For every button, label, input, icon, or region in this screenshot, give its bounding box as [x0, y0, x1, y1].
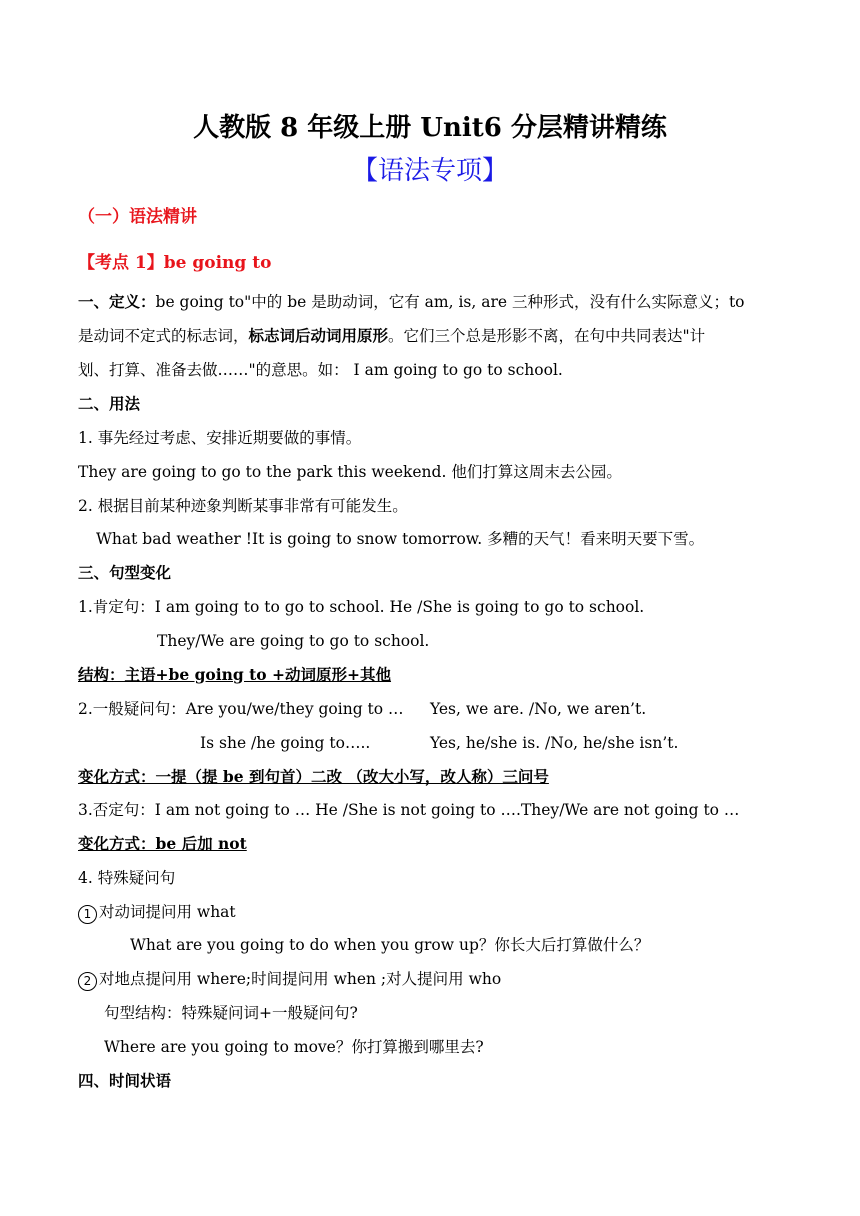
special-question-example-1: What are you going to do when you grow up？你长大后打算做什么？	[130, 936, 650, 954]
structure-question: 变化方式：一提（提 be 到句首）二改 （改大小写，改人称）三问号	[78, 767, 549, 786]
patterns-heading: 三、句型变化	[78, 563, 172, 582]
definition-line-3: 划、打算、准备去做……"的意思。如： I am going to go to school.	[78, 361, 563, 379]
pattern-question-1: 2.一般疑问句：Are you/we/they going to …	[78, 700, 404, 718]
pattern-question-2-answer: Yes, he/she is. /No, he/she isn’t.	[430, 734, 679, 752]
item-text: 对动词提问用 what	[99, 903, 236, 921]
structure-negative: 变化方式：be 后加 not	[78, 834, 247, 853]
definition-text-a: 是动词不定式的标志词，	[78, 327, 249, 345]
pattern-question-2: Is she /he going to…..	[200, 734, 371, 752]
definition-line-1	[78, 292, 745, 312]
circled-number: 2	[78, 972, 97, 991]
pattern-affirmative-2: They/We are going to go to school.	[157, 632, 430, 650]
usage-item-1: 1. 事先经过考虑、安排近期要做的事情。	[78, 429, 362, 447]
definition-heading: 一、定义：	[78, 292, 156, 311]
special-question-structure: 句型结构：特殊疑问词+一般疑问句?	[104, 1004, 358, 1022]
pattern-negative: 3.否定句：I am not going to … He /She is not going to ….They/We are not going to …	[78, 801, 740, 819]
special-question-example-2: Where are you going to move？你打算搬到哪里去?	[104, 1038, 484, 1056]
definition-text: be going to"中的 be 是助动词，它有 am, is, are 三种形式，没有什么实际意义；to	[155, 293, 745, 311]
definition-emphasis: 标志词后动词用原形	[248, 326, 389, 345]
kaodian-heading: 【考点 1】be going to	[78, 253, 272, 273]
pattern-question-1-answer: Yes, we are. /No, we aren’t.	[430, 700, 647, 718]
item-text: 对地点提问用 where;时间提问用 when ;对人提问用 who	[99, 970, 502, 988]
usage-heading: 二、用法	[78, 394, 141, 413]
special-question-item-2	[78, 969, 501, 991]
pattern-special-question: 4. 特殊疑问句	[78, 869, 176, 887]
definition-text-c: 。它们三个总是形影不离，在句中共同表达"计	[388, 327, 706, 345]
special-question-item-1	[78, 902, 236, 924]
usage-example-1: They are going to go to the park this weekend. 他们打算这周末去公园。	[78, 463, 622, 481]
document-subtitle: 【语法专项】	[351, 156, 508, 186]
definition-line-2	[78, 326, 705, 346]
usage-item-2: 2. 根据目前某种迹象判断某事非常有可能发生。	[78, 497, 408, 515]
time-heading: 四、时间状语	[78, 1071, 172, 1090]
document-title: 人教版 8 年级上册 Unit6 分层精讲精练	[193, 113, 667, 143]
structure-affirmative: 结构：主语+be going to +动词原形+其他	[78, 665, 392, 684]
pattern-affirmative: 1.肯定句：I am going to to go to school. He /She is going to go to school.	[78, 598, 645, 616]
section-heading: （一）语法精讲	[78, 207, 197, 227]
circled-number: 1	[78, 905, 97, 924]
usage-example-2: What bad weather !It is going to snow tomorrow. 多糟的天气！看来明天要下雪。	[96, 530, 705, 548]
